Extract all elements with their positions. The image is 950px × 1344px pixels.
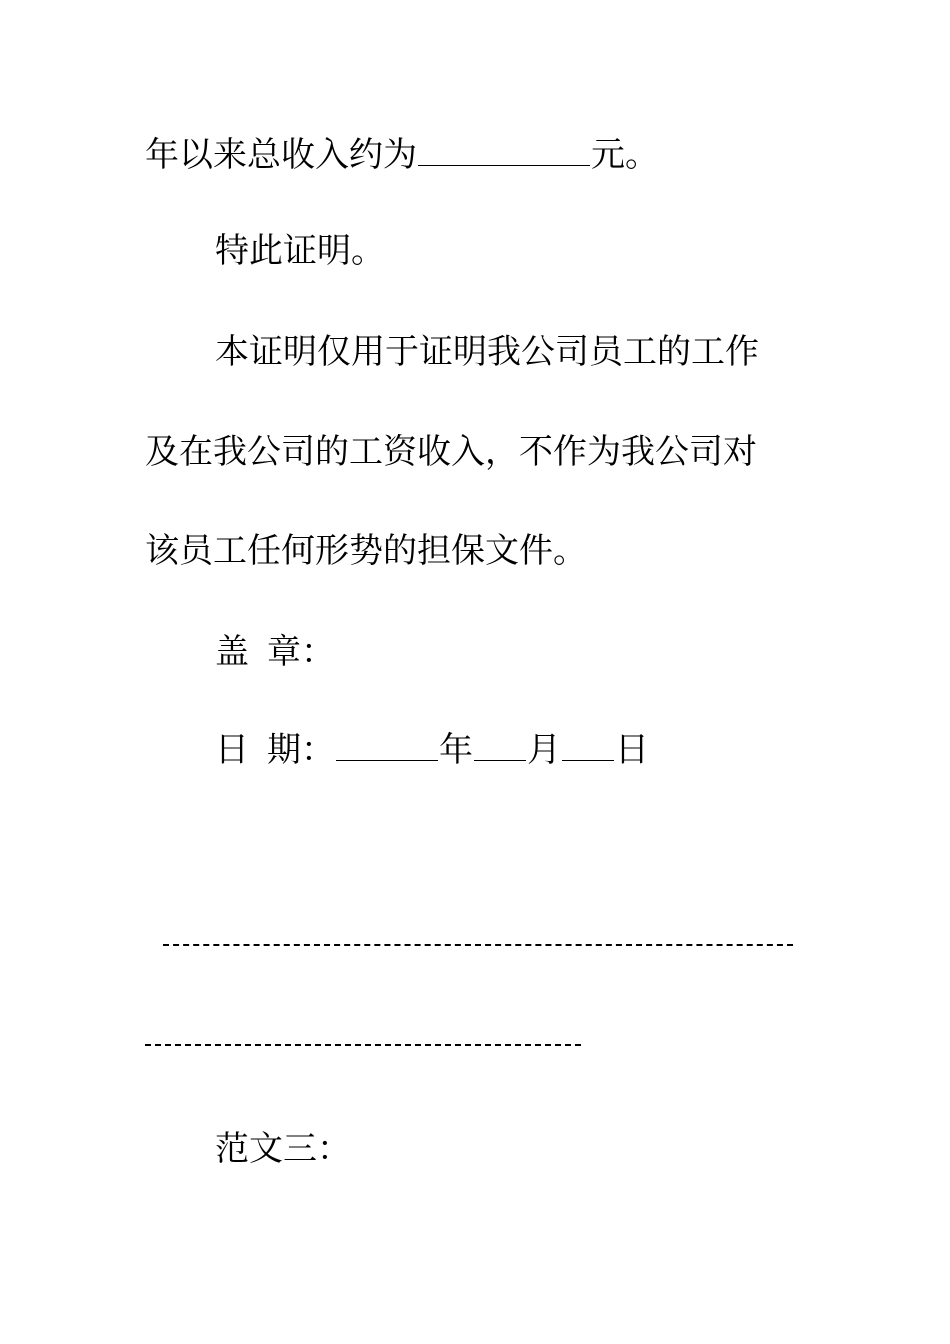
seal-line (215, 632, 335, 672)
income-text: 年以来总收入约为 (145, 135, 417, 175)
day-blank (562, 730, 614, 761)
year-blank (336, 730, 438, 761)
statement-line-3: 该员工任何形势的担保文件。 (145, 531, 587, 571)
date-line (215, 730, 649, 770)
date-label-2: 期： (267, 730, 335, 770)
seal-label-1: 盖 (215, 632, 249, 672)
sample-three-heading: 范文三： (215, 1129, 351, 1169)
income-line (145, 135, 659, 175)
seal-label-2: 章： (267, 632, 335, 672)
certify-line: 特此证明。 (215, 231, 385, 271)
statement-line-1: 本证明仅用于证明我公司员工的工作 (215, 332, 759, 372)
income-suffix: 元。 (591, 135, 659, 175)
statement-line-2: 及在我公司的工资收入，不作为我公司对 (145, 432, 757, 472)
income-blank (418, 135, 590, 166)
month-label: 月 (527, 730, 561, 770)
year-label: 年 (439, 730, 473, 770)
day-label: 日 (615, 730, 649, 770)
month-blank (474, 730, 526, 761)
date-label-1: 日 (215, 730, 249, 770)
separator-dashes-1 (163, 944, 793, 946)
separator-dashes-2 (145, 1044, 581, 1046)
